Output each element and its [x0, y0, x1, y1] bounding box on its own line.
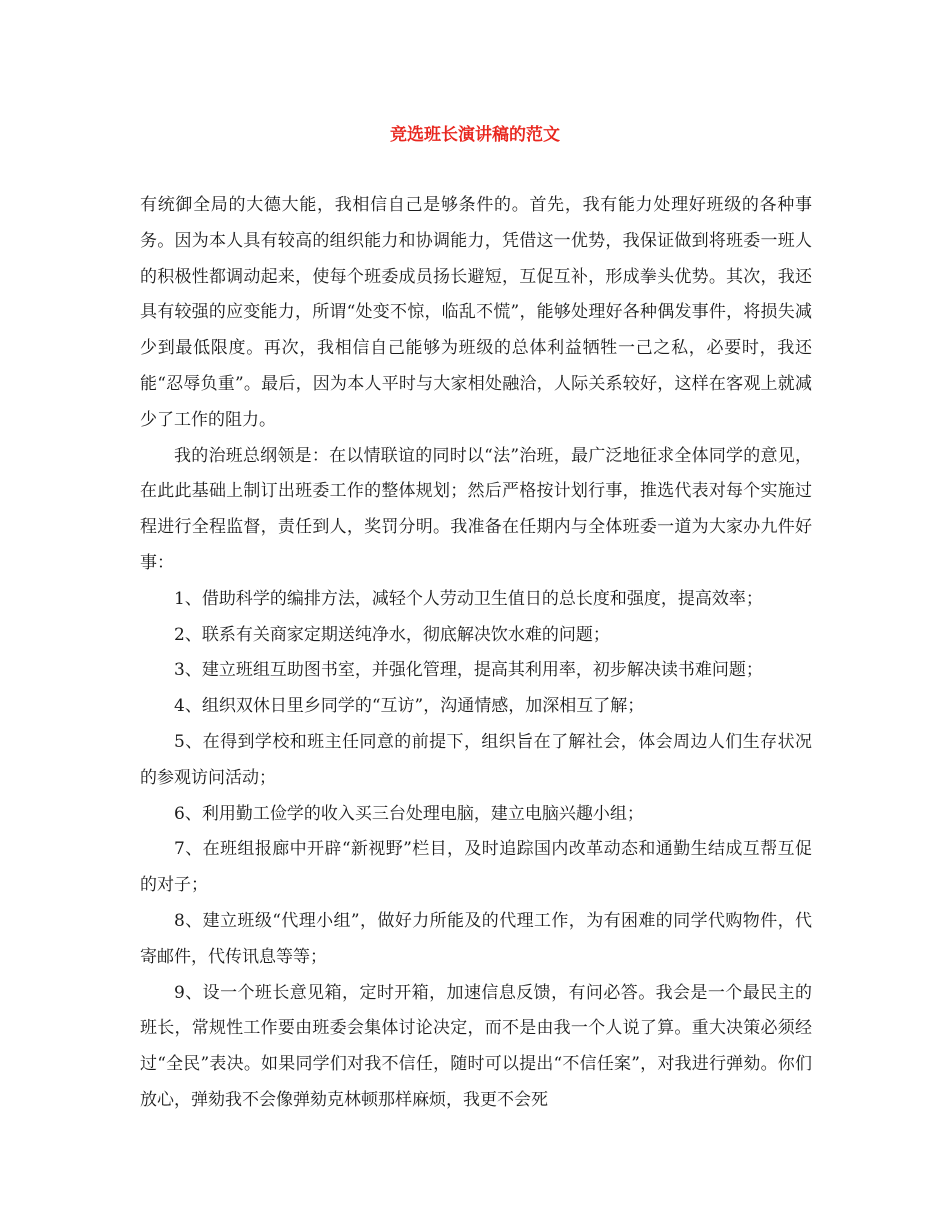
list-item-4: 4、组织双休日里乡同学的“互访”，沟通情感，加深相互了解； [174, 696, 645, 717]
list-item-2: 2、联系有关商家定期送纯净水，彻底解决饮水难的问题； [174, 624, 610, 645]
document-body [140, 188, 812, 1119]
list-item-8: 8、建立班级“代理小组”，做好力所能及的代理工作，为有困难的同学代购物件，代寄邮件，代传讯息等等； [140, 910, 812, 967]
list-item-1: 1、借助科学的编排方法，减轻个人劳动卫生值日的总长度和强度，提高效率； [174, 588, 763, 609]
list-item-6: 6、利用勤工俭学的收入买三台处理电脑，建立电脑兴趣小组； [174, 803, 644, 824]
document-title: 竞选班长演讲稿的范文 [390, 125, 560, 145]
paragraph-intro: 有统御全局的大德大能，我相信自己是够条件的。首先，我有能力处理好班级的各种事务。因为本人具有较高的组织能力和协调能力，凭借这一优势，我保证做到将班委一班人的积极性都调动起来，使每个班委成员扬长避短，互促互补，形成拳头优势。其次，我还具有较强的应变能力，所谓“处变不惊，临乱不慌”，能够处理好各种偶发事件，将损失减少到最低限度。再次，我相信自己能够为班级的总体利益牺牲一己之私，必要时，我还能“忍辱负重”。最后，因为本人平时与大家相处融洽，人际关系较好，这样在客观上就减少了工作的阻力。 [140, 195, 812, 430]
list-item-5: 5、在得到学校和班主任同意的前提下，组织旨在了解社会，体会周边人们生存状况的参观访问活动； [140, 731, 812, 788]
list-item-7: 7、在班组报廊中开辟“新视野”栏目，及时追踪国内改革动态和通勤生结成互帮互促的对子； [140, 839, 812, 896]
paragraph-program: 我的治班总纲领是：在以情联谊的同时以“法”治班，最广泛地征求全体同学的意见，在此此基础上制订出班委工作的整体规划；然后严格按计划行事，推选代表对每个实施过程进行全程监督，责任到人，奖罚分明。我准备在任期内与全体班委一道为大家办九件好事： [140, 445, 812, 573]
list-item-9: 9、设一个班长意见箱，定时开箱，加速信息反馈，有问必答。我会是一个最民主的班长，常规性工作要由班委会集体讨论决定，而不是由我一个人说了算。重大决策必须经过“全民”表决。如果同学们对我不信任，随时可以提出“不信任案”，对我进行弹劾。你们放心，弹劾我不会像弹劾克林顿那样麻烦，我更不会死 [140, 982, 812, 1110]
list-item-3: 3、建立班组互助图书室，并强化管理，提高其利用率，初步解决读书难问题； [174, 660, 763, 681]
